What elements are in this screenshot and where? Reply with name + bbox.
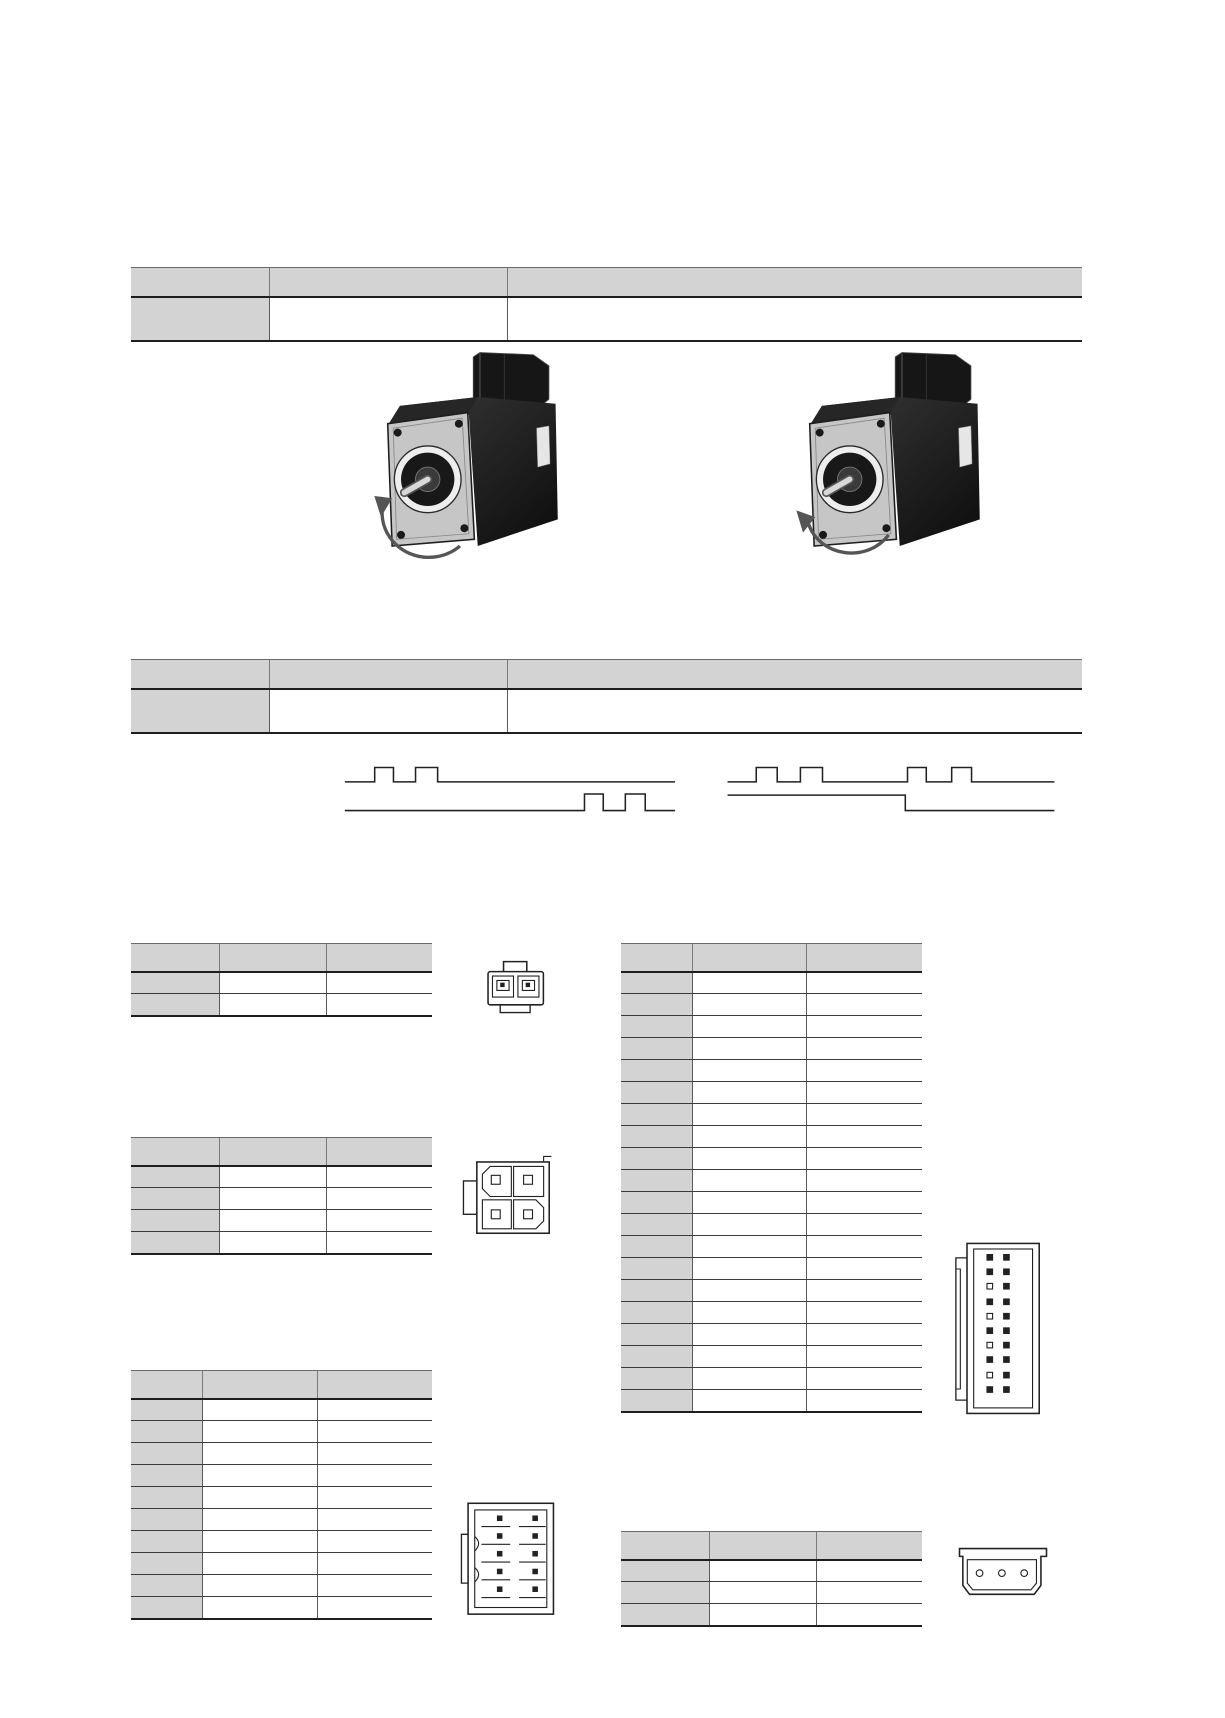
table-row — [621, 1016, 922, 1038]
table-cell — [131, 1575, 202, 1597]
table-cell — [621, 972, 692, 994]
table-cell — [816, 1560, 922, 1582]
table-row — [621, 1192, 922, 1214]
table-cell — [692, 1390, 806, 1412]
connector-pin-table-c-wrapper — [131, 1370, 432, 1620]
table-cell — [269, 297, 507, 341]
table-cell — [692, 1126, 806, 1148]
table-row — [621, 972, 922, 994]
table-cell — [131, 1531, 202, 1553]
table-cell — [692, 1038, 806, 1060]
table-cell — [621, 1038, 692, 1060]
table-cell — [621, 1104, 692, 1126]
connector-3-pin-icon — [955, 1543, 1051, 1601]
table-cell — [621, 1148, 692, 1170]
table-row — [621, 1104, 922, 1126]
table-cell — [621, 1016, 692, 1038]
table-row — [131, 972, 432, 994]
pulse-mode-table-wrapper — [131, 659, 1082, 734]
table-cell — [806, 972, 922, 994]
table-row — [131, 1531, 432, 1553]
table-cell — [806, 1060, 922, 1082]
table-header-row — [131, 1371, 432, 1399]
table-row — [131, 1553, 432, 1575]
table-row — [621, 1302, 922, 1324]
motor-flange — [388, 413, 475, 546]
table-row — [131, 1487, 432, 1509]
table-cell — [317, 1597, 432, 1619]
pulse-mode-table — [131, 659, 1082, 734]
connector-2-pin-icon — [479, 955, 548, 1017]
table-header-cell — [219, 944, 326, 972]
table-cell — [692, 972, 806, 994]
table-row — [131, 994, 432, 1016]
motor-cw-image — [793, 350, 982, 553]
table-row — [621, 1324, 922, 1346]
table-cell — [806, 1082, 922, 1104]
table-cell — [131, 1421, 202, 1443]
table-cell — [202, 1553, 317, 1575]
table-cell — [219, 1210, 326, 1232]
table-cell — [709, 1582, 816, 1604]
table-row — [131, 1421, 432, 1443]
table-header-cell — [131, 268, 269, 297]
table-cell — [131, 972, 219, 994]
table-cell — [202, 1465, 317, 1487]
table-cell — [131, 994, 219, 1016]
table-row — [131, 1509, 432, 1531]
table-cell — [202, 1421, 317, 1443]
table-cell — [709, 1560, 816, 1582]
motor-flange — [810, 413, 897, 546]
connector-pin-table-e-wrapper — [621, 1531, 922, 1627]
table-cell — [621, 1582, 709, 1604]
table-header-cell — [131, 1371, 202, 1399]
table-cell — [131, 1487, 202, 1509]
table-row — [131, 1232, 432, 1254]
table-cell — [692, 1346, 806, 1368]
table-cell — [317, 1487, 432, 1509]
table-cell — [806, 1170, 922, 1192]
table-header-row — [131, 944, 432, 972]
table-cell — [692, 1016, 806, 1038]
table-cell — [692, 1280, 806, 1302]
connector-pin-table-d-wrapper — [621, 943, 922, 1413]
table-header-cell — [507, 660, 1082, 689]
table-header-cell — [131, 660, 269, 689]
table-cell — [621, 1236, 692, 1258]
table-cell — [326, 1166, 432, 1188]
table-header-cell — [131, 1138, 219, 1166]
table-cell — [202, 1487, 317, 1509]
table-cell — [621, 1302, 692, 1324]
table-row — [621, 1368, 922, 1390]
table-header-cell — [326, 1138, 432, 1166]
table-cell — [806, 1390, 922, 1412]
table-header-cell — [131, 944, 219, 972]
table-cell — [621, 1604, 709, 1626]
connector-pin-table-b-wrapper — [131, 1137, 432, 1255]
table-row — [621, 1038, 922, 1060]
table-cell — [131, 1443, 202, 1465]
table-row — [131, 1166, 432, 1188]
table-cell — [219, 1232, 326, 1254]
table-row — [131, 689, 1082, 733]
table-header-cell — [219, 1138, 326, 1166]
table-header-row — [131, 1138, 432, 1166]
table-cell — [202, 1509, 317, 1531]
table-row — [131, 1399, 432, 1421]
pulse-diagram-two-pulse — [340, 762, 681, 815]
table-cell — [326, 1210, 432, 1232]
table-cell — [692, 1214, 806, 1236]
table-cell — [507, 689, 1082, 733]
table-row — [621, 1082, 922, 1104]
table-header-cell — [269, 268, 507, 297]
table-cell — [507, 297, 1082, 341]
table-cell — [621, 1560, 709, 1582]
table-cell — [317, 1465, 432, 1487]
table-cell — [131, 1232, 219, 1254]
table-cell — [131, 297, 269, 341]
table-cell — [692, 1368, 806, 1390]
table-cell — [219, 994, 326, 1016]
table-cell — [131, 1399, 202, 1421]
table-cell — [692, 1236, 806, 1258]
table-cell — [326, 972, 432, 994]
connector-10-pin-icon — [457, 1494, 559, 1619]
direction-table-wrapper — [131, 267, 1082, 342]
connector-pin-table-e — [621, 1531, 922, 1627]
table-cell — [202, 1597, 317, 1619]
table-cell — [806, 1258, 922, 1280]
table-row — [131, 1443, 432, 1465]
table-cell — [806, 1104, 922, 1126]
table-cell — [131, 1166, 219, 1188]
connector-pin-table-c — [131, 1370, 432, 1620]
table-header-row — [621, 1532, 922, 1560]
motor-ccw-image — [371, 350, 560, 553]
table-cell — [692, 994, 806, 1016]
table-cell — [317, 1575, 432, 1597]
table-cell — [317, 1399, 432, 1421]
table-cell — [692, 1104, 806, 1126]
table-cell — [816, 1604, 922, 1626]
table-cell — [219, 1188, 326, 1210]
table-header-cell — [269, 660, 507, 689]
table-cell — [806, 1280, 922, 1302]
connector-20-pin-icon — [949, 1239, 1045, 1419]
connector-pin-table-a-wrapper — [131, 943, 432, 1017]
table-cell — [317, 1421, 432, 1443]
table-cell — [692, 1060, 806, 1082]
table-header-row — [131, 660, 1082, 689]
table-cell — [621, 1060, 692, 1082]
table-cell — [806, 1126, 922, 1148]
table-cell — [621, 1192, 692, 1214]
table-cell — [202, 1531, 317, 1553]
table-header-cell — [326, 944, 432, 972]
table-cell — [131, 1465, 202, 1487]
table-cell — [131, 689, 269, 733]
table-cell — [219, 972, 326, 994]
table-cell — [202, 1575, 317, 1597]
connector-pin-table-b — [131, 1137, 432, 1255]
table-row — [131, 297, 1082, 341]
table-row — [131, 1597, 432, 1619]
table-cell — [806, 1038, 922, 1060]
table-row — [131, 1188, 432, 1210]
table-cell — [692, 1170, 806, 1192]
table-row — [621, 994, 922, 1016]
table-row — [131, 1575, 432, 1597]
table-cell — [326, 994, 432, 1016]
table-cell — [816, 1582, 922, 1604]
table-cell — [806, 994, 922, 1016]
table-cell — [806, 1236, 922, 1258]
table-header-cell — [806, 944, 922, 972]
table-cell — [317, 1443, 432, 1465]
table-header-cell — [507, 268, 1082, 297]
table-cell — [692, 1082, 806, 1104]
table-header-cell — [202, 1371, 317, 1399]
table-header-cell — [709, 1532, 816, 1560]
table-cell — [692, 1324, 806, 1346]
table-cell — [621, 1126, 692, 1148]
table-row — [621, 1582, 922, 1604]
table-header-cell — [621, 944, 692, 972]
table-cell — [621, 1082, 692, 1104]
table-cell — [317, 1553, 432, 1575]
table-cell — [326, 1188, 432, 1210]
table-cell — [131, 1210, 219, 1232]
table-cell — [131, 1188, 219, 1210]
table-header-cell — [621, 1532, 709, 1560]
table-cell — [621, 1368, 692, 1390]
table-row — [621, 1214, 922, 1236]
table-cell — [806, 1302, 922, 1324]
table-row — [621, 1390, 922, 1412]
table-row — [621, 1170, 922, 1192]
connector-pin-table-a — [131, 943, 432, 1017]
table-cell — [692, 1192, 806, 1214]
table-header-row — [131, 268, 1082, 297]
table-row — [621, 1560, 922, 1582]
table-cell — [326, 1232, 432, 1254]
table-cell — [621, 1214, 692, 1236]
table-cell — [709, 1604, 816, 1626]
table-cell — [621, 1390, 692, 1412]
table-cell — [621, 1346, 692, 1368]
table-header-row — [621, 944, 922, 972]
table-cell — [692, 1258, 806, 1280]
table-cell — [806, 1192, 922, 1214]
table-cell — [219, 1166, 326, 1188]
table-cell — [317, 1531, 432, 1553]
table-cell — [317, 1509, 432, 1531]
pulse-diagram-pulse-direction — [723, 762, 1060, 815]
table-header-cell — [692, 944, 806, 972]
table-row — [621, 1060, 922, 1082]
table-cell — [806, 1346, 922, 1368]
table-row — [131, 1210, 432, 1232]
connector-pin-table-d — [621, 943, 922, 1413]
table-cell — [202, 1399, 317, 1421]
table-cell — [621, 1280, 692, 1302]
table-cell — [621, 1170, 692, 1192]
table-header-cell — [317, 1371, 432, 1399]
table-cell — [269, 689, 507, 733]
table-row — [621, 1346, 922, 1368]
table-row — [621, 1604, 922, 1626]
table-header-cell — [816, 1532, 922, 1560]
table-cell — [806, 1324, 922, 1346]
table-cell — [692, 1302, 806, 1324]
table-cell — [806, 1016, 922, 1038]
table-cell — [692, 1148, 806, 1170]
table-row — [131, 1465, 432, 1487]
table-cell — [806, 1148, 922, 1170]
table-row — [621, 1126, 922, 1148]
table-cell — [621, 1324, 692, 1346]
table-cell — [202, 1443, 317, 1465]
table-cell — [806, 1214, 922, 1236]
table-cell — [621, 1258, 692, 1280]
table-row — [621, 1280, 922, 1302]
table-cell — [806, 1368, 922, 1390]
table-cell — [621, 994, 692, 1016]
table-row — [621, 1148, 922, 1170]
direction-table — [131, 267, 1082, 342]
connector-4-pin-icon — [459, 1154, 557, 1239]
table-row — [621, 1258, 922, 1280]
table-row — [621, 1236, 922, 1258]
table-cell — [131, 1553, 202, 1575]
table-cell — [131, 1509, 202, 1531]
table-cell — [131, 1597, 202, 1619]
